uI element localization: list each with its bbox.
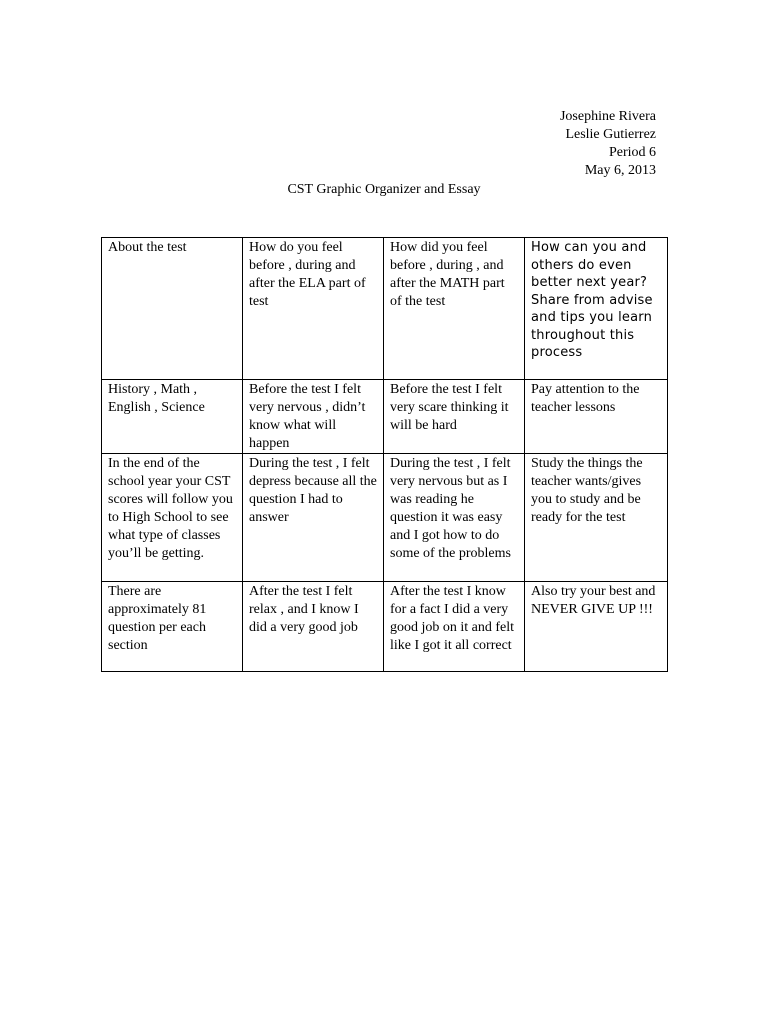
table-cell: Before the test I felt very scare thinking it will be hard — [384, 380, 525, 454]
table-cell: History , Math , English , Science — [102, 380, 243, 454]
table-cell: Pay attention to the teacher lessons — [525, 380, 668, 454]
table-cell: How do you feel before , during and after the ELA part of test — [243, 238, 384, 380]
author-name-2: Leslie Gutierrez — [565, 127, 656, 142]
table-row — [102, 582, 668, 672]
table-row — [102, 380, 668, 454]
document-title: CST Graphic Organizer and Essay — [287, 182, 481, 197]
table-row — [102, 238, 668, 380]
class-period: Period 6 — [608, 145, 656, 160]
table-cell: Before the test I felt very nervous , didn’t know what will happen — [243, 380, 384, 454]
author-info-block — [560, 108, 656, 180]
document-date: May 6, 2013 — [584, 163, 656, 178]
table-cell: After the test I felt relax , and I know I did a very good job — [243, 582, 384, 672]
table-cell: About the test — [102, 238, 243, 380]
table-cell: How can you and others do even better next year? Share from advise and tips you learn throughout this process — [525, 238, 668, 380]
table-row — [102, 454, 668, 582]
table-cell: There are approximately 81 question per each section — [102, 582, 243, 672]
table-cell: During the test , I felt depress because all the question I had to answer — [243, 454, 384, 582]
table-cell: Also try your best and NEVER GIVE UP !!! — [525, 582, 668, 672]
table-cell: During the test , I felt very nervous but as I was reading he question it was easy and I got how to do some of the problems — [384, 454, 525, 582]
table-cell: Study the things the teacher wants/gives you to study and be ready for the test — [525, 454, 668, 582]
graphic-organizer-table — [101, 237, 668, 672]
author-name-1: Josephine Rivera — [559, 109, 656, 124]
table-cell: After the test I know for a fact I did a very good job on it and felt like I got it all correct — [384, 582, 525, 672]
table-cell: How did you feel before , during , and after the MATH part of the test — [384, 238, 525, 380]
table-cell: In the end of the school year your CST scores will follow you to High School to see what type of classes you’ll be getting. — [102, 454, 243, 582]
